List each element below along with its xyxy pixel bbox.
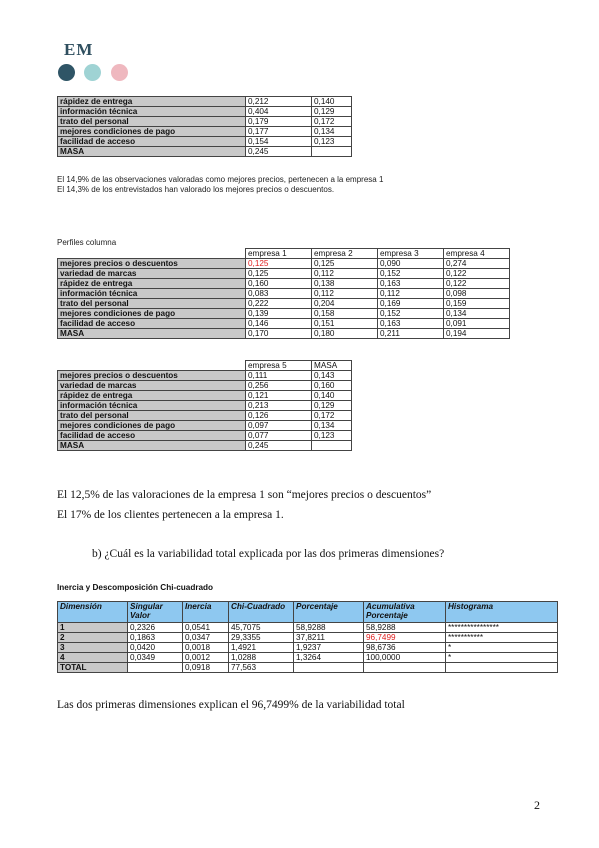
table-row bbox=[58, 329, 510, 339]
row-label: mejores precios o descuentos bbox=[58, 259, 246, 269]
table-cell: 0,098 bbox=[444, 289, 510, 299]
table-cell: 0,222 bbox=[246, 299, 312, 309]
table-cell: 0,143 bbox=[312, 371, 352, 381]
table-cell: *********** bbox=[446, 633, 558, 643]
row-label: 4 bbox=[58, 653, 128, 663]
column-header: empresa 2 bbox=[312, 249, 378, 259]
table-row bbox=[58, 259, 510, 269]
table-cell: 0,154 bbox=[246, 137, 312, 147]
table-row bbox=[58, 289, 510, 299]
header-blank bbox=[58, 249, 246, 259]
page-number: 2 bbox=[534, 798, 540, 812]
table-row bbox=[58, 411, 352, 421]
table-cell: 96,7499 bbox=[364, 633, 446, 643]
table-cell: 0,0541 bbox=[183, 623, 229, 633]
table-cell: 0,125 bbox=[246, 269, 312, 279]
row-label: rápidez de entrega bbox=[58, 391, 246, 401]
table-row bbox=[58, 623, 558, 633]
table-cell: 0,245 bbox=[246, 147, 312, 157]
table-cell: 0,158 bbox=[312, 309, 378, 319]
table-cell: 0,111 bbox=[246, 371, 312, 381]
row-label: rápidez de entrega bbox=[58, 279, 246, 289]
column-header: Chi-Cuadrado bbox=[229, 602, 294, 623]
table-cell: 29,3355 bbox=[229, 633, 294, 643]
table-cell: 0,140 bbox=[312, 391, 352, 401]
table-cell: 0,152 bbox=[378, 269, 444, 279]
row-label: variedad de marcas bbox=[58, 381, 246, 391]
table-cell: 0,0349 bbox=[128, 653, 183, 663]
inertia-title: Inercia y Descomposición Chi-cuadrado bbox=[57, 583, 214, 592]
column-header: Histograma bbox=[446, 602, 558, 623]
table-cell: 100,0000 bbox=[364, 653, 446, 663]
table-cell: 0,152 bbox=[378, 309, 444, 319]
table-cell: 0,125 bbox=[312, 259, 378, 269]
row-label: 2 bbox=[58, 633, 128, 643]
table-cell: 0,090 bbox=[378, 259, 444, 269]
profiles-title: Perfiles columna bbox=[57, 238, 117, 247]
table-cell: 0,212 bbox=[246, 97, 312, 107]
table-cell: 0,172 bbox=[312, 117, 352, 127]
table-cell: 0,1863 bbox=[128, 633, 183, 643]
table-cell: 0,0347 bbox=[183, 633, 229, 643]
table-cell: 0,245 bbox=[246, 441, 312, 451]
table-cell: 0,138 bbox=[312, 279, 378, 289]
table-cell: 0,172 bbox=[312, 411, 352, 421]
table-row bbox=[58, 371, 352, 381]
table-cell: * bbox=[446, 653, 558, 663]
table-cell: 0,091 bbox=[444, 319, 510, 329]
table-row bbox=[58, 319, 510, 329]
table-cell: 0,204 bbox=[312, 299, 378, 309]
inertia-table bbox=[57, 601, 558, 673]
column-header: Inercia bbox=[183, 602, 229, 623]
column-header: empresa 1 bbox=[246, 249, 312, 259]
note-2: El 14,3% de los entrevistados han valorado los mejores precios o descuentos. bbox=[57, 185, 335, 194]
table-cell: 0,256 bbox=[246, 381, 312, 391]
table-cell: 0,112 bbox=[312, 289, 378, 299]
table-row bbox=[58, 279, 510, 289]
table-row bbox=[58, 107, 352, 117]
table-cell: 0,194 bbox=[444, 329, 510, 339]
table-cell: 1,9237 bbox=[294, 643, 364, 653]
table-cell bbox=[128, 663, 183, 673]
table-cell bbox=[446, 663, 558, 673]
note-1: El 14,9% de las observaciones valoradas como mejores precios, pertenecen a la empresa 1 bbox=[57, 175, 384, 184]
table-row bbox=[58, 633, 558, 643]
row-label: rápidez de entrega bbox=[58, 97, 246, 107]
table-cell: 0,0018 bbox=[183, 643, 229, 653]
table-cell: 0,134 bbox=[312, 127, 352, 137]
row-label: facilidad de acceso bbox=[58, 431, 246, 441]
table-cell: 0,160 bbox=[246, 279, 312, 289]
table-cell: 0,159 bbox=[444, 299, 510, 309]
column-header: Porcentaje bbox=[294, 602, 364, 623]
table-row bbox=[58, 421, 352, 431]
table-cell: 0,077 bbox=[246, 431, 312, 441]
table-cell: 58,9288 bbox=[294, 623, 364, 633]
row-label: MASA bbox=[58, 147, 246, 157]
profiles-table-1 bbox=[57, 248, 510, 339]
table-row bbox=[58, 269, 510, 279]
table-row bbox=[58, 643, 558, 653]
text-line-1: El 12,5% de las valoraciones de la empresa 1 son “mejores precios o descuentos” bbox=[57, 489, 432, 501]
table-cell: * bbox=[446, 643, 558, 653]
table-cell: 58,9288 bbox=[364, 623, 446, 633]
row-label: mejores precios o descuentos bbox=[58, 371, 246, 381]
table-row bbox=[58, 137, 352, 147]
table-cell: 0,0918 bbox=[183, 663, 229, 673]
table-cell: 0,177 bbox=[246, 127, 312, 137]
table-row bbox=[58, 117, 352, 127]
logo-dot-3 bbox=[111, 64, 128, 81]
row-label: facilidad de acceso bbox=[58, 319, 246, 329]
table-cell: 37,8211 bbox=[294, 633, 364, 643]
column-header: Acumulativa Porcentaje bbox=[364, 602, 446, 623]
table-cell: 0,179 bbox=[246, 117, 312, 127]
table-row bbox=[58, 401, 352, 411]
table-cell: 0,134 bbox=[312, 421, 352, 431]
table-cell: 0,126 bbox=[246, 411, 312, 421]
table-top bbox=[57, 96, 352, 157]
text-line-2: El 17% de los clientes pertenecen a la empresa 1. bbox=[57, 509, 284, 521]
table-row bbox=[58, 381, 352, 391]
table-cell: 0,160 bbox=[312, 381, 352, 391]
table-cell: 0,122 bbox=[444, 269, 510, 279]
table-cell: 0,129 bbox=[312, 401, 352, 411]
table-cell: 98,6736 bbox=[364, 643, 446, 653]
table-row bbox=[58, 309, 510, 319]
column-header: Singular Valor bbox=[128, 602, 183, 623]
table-cell: 0,274 bbox=[444, 259, 510, 269]
table-cell: 0,404 bbox=[246, 107, 312, 117]
table-cell: 0,146 bbox=[246, 319, 312, 329]
logo-text: EM bbox=[64, 40, 94, 59]
table-row bbox=[58, 441, 352, 451]
table-cell: 0,151 bbox=[312, 319, 378, 329]
row-label: información técnica bbox=[58, 289, 246, 299]
row-label: trato del personal bbox=[58, 117, 246, 127]
profiles-table-2 bbox=[57, 360, 352, 451]
table-cell: 0,139 bbox=[246, 309, 312, 319]
table-cell: 0,0012 bbox=[183, 653, 229, 663]
row-label: 1 bbox=[58, 623, 128, 633]
table-row bbox=[58, 97, 352, 107]
table-cell bbox=[312, 441, 352, 451]
table-row bbox=[58, 391, 352, 401]
table-cell: 0,211 bbox=[378, 329, 444, 339]
conclusion-text: Las dos primeras dimensiones explican el 96,7499% de la variabilidad total bbox=[57, 699, 405, 711]
column-header: empresa 4 bbox=[444, 249, 510, 259]
row-label: información técnica bbox=[58, 107, 246, 117]
table-cell: 0,169 bbox=[378, 299, 444, 309]
table-cell: 0,140 bbox=[312, 97, 352, 107]
table-cell: 0,2326 bbox=[128, 623, 183, 633]
table-cell: 45,7075 bbox=[229, 623, 294, 633]
table-cell: 0,112 bbox=[312, 269, 378, 279]
table-cell: 0,163 bbox=[378, 319, 444, 329]
column-header: empresa 5 bbox=[246, 361, 312, 371]
row-label: información técnica bbox=[58, 401, 246, 411]
table-cell: 0,170 bbox=[246, 329, 312, 339]
table-cell: 0,112 bbox=[378, 289, 444, 299]
table-cell: 0,180 bbox=[312, 329, 378, 339]
table-cell: 0,213 bbox=[246, 401, 312, 411]
table-cell bbox=[312, 147, 352, 157]
table-cell: 0,163 bbox=[378, 279, 444, 289]
column-header: Dimensión bbox=[58, 602, 128, 623]
table-row bbox=[58, 663, 558, 673]
row-label: TOTAL bbox=[58, 663, 128, 673]
row-label: variedad de marcas bbox=[58, 269, 246, 279]
row-label: trato del personal bbox=[58, 411, 246, 421]
table-cell: 1,4921 bbox=[229, 643, 294, 653]
row-label: MASA bbox=[58, 441, 246, 451]
table-cell: 0,122 bbox=[444, 279, 510, 289]
table-cell: 0,125 bbox=[246, 259, 312, 269]
table-cell bbox=[294, 663, 364, 673]
row-label: 3 bbox=[58, 643, 128, 653]
table-row bbox=[58, 431, 352, 441]
row-label: facilidad de acceso bbox=[58, 137, 246, 147]
table-cell: 0,121 bbox=[246, 391, 312, 401]
table-row bbox=[58, 127, 352, 137]
column-header: empresa 3 bbox=[378, 249, 444, 259]
table-cell: 0,123 bbox=[312, 137, 352, 147]
header-blank bbox=[58, 361, 246, 371]
table-cell: 0,0420 bbox=[128, 643, 183, 653]
row-label: mejores condiciones de pago bbox=[58, 309, 246, 319]
row-label: mejores condiciones de pago bbox=[58, 421, 246, 431]
table-cell: 0,097 bbox=[246, 421, 312, 431]
logo-dot-2 bbox=[84, 64, 101, 81]
table-row bbox=[58, 147, 352, 157]
table-cell: 1,0288 bbox=[229, 653, 294, 663]
table-cell: 1,3264 bbox=[294, 653, 364, 663]
row-label: mejores condiciones de pago bbox=[58, 127, 246, 137]
table-cell: **************** bbox=[446, 623, 558, 633]
column-header: MASA bbox=[312, 361, 352, 371]
table-cell: 0,129 bbox=[312, 107, 352, 117]
table-cell: 0,134 bbox=[444, 309, 510, 319]
table-cell: 0,123 bbox=[312, 431, 352, 441]
table-row bbox=[58, 299, 510, 309]
question-b: b) ¿Cuál es la variabilidad total explicada por las dos primeras dimensiones? bbox=[92, 548, 445, 560]
logo-dot-1 bbox=[58, 64, 75, 81]
table-row bbox=[58, 653, 558, 663]
table-cell bbox=[364, 663, 446, 673]
row-label: MASA bbox=[58, 329, 246, 339]
row-label: trato del personal bbox=[58, 299, 246, 309]
table-cell: 77,563 bbox=[229, 663, 294, 673]
table-cell: 0,083 bbox=[246, 289, 312, 299]
